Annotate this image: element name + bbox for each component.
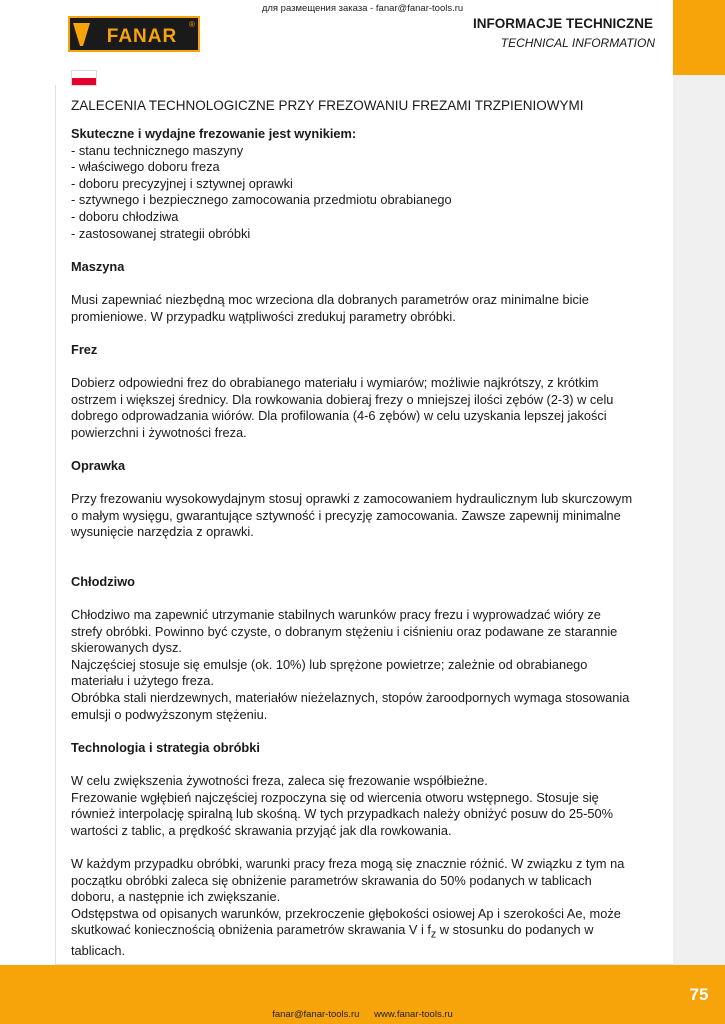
- technologia-text: W każdym przypadku obróbki, warunki pracy freza mogą się znacznie różnić. W związku z tym na: [71, 855, 625, 871]
- frez-heading: Frez: [71, 341, 98, 357]
- oprawka-text: Przy frezowaniu wysokowydajnym stosuj oprawki z zamocowaniem hydraulicznym lub skurczowym: [71, 491, 633, 507]
- frez-text: Dobierz odpowiedni frez do obrabianego materiału i wymiarów; możliwie najkrótszy, z krótkim: [71, 374, 599, 390]
- subscript-z: z: [430, 928, 437, 941]
- intro-item: - stanu technicznego maszyny: [71, 142, 244, 158]
- footer-contacts: [0, 1009, 725, 1020]
- intro-item: - doboru precyzyjnej i sztywnej oprawki: [71, 175, 293, 191]
- technologia-text: doboru, a następnie ich zwiększanie.: [71, 889, 281, 905]
- chlodziwo-text: materiału i użytego freza.: [71, 673, 214, 689]
- technologia-text: również interpolację spiralną lub skośną. W tych przypadkach należy obniżyć posuw do 25-50%: [71, 806, 614, 822]
- chlodziwo-heading: Chłodziwo: [71, 573, 135, 589]
- logo-wordmark: FANAR: [106, 26, 178, 47]
- oprawka-heading: Oprawka: [71, 457, 126, 473]
- intro-heading: Skuteczne i wydajne frezowanie jest wynikiem:: [71, 126, 357, 141]
- footer-email-link[interactable]: fanar@fanar-tools.ru: [272, 1009, 360, 1020]
- maszyna-heading: Maszyna: [71, 258, 125, 274]
- technologia-heading: Technologia i strategia obróbki: [71, 739, 260, 755]
- maszyna-text: Musi zapewniać niezbędną moc wrzeciona dla dobranych parametrów oraz minimalne bicie: [71, 291, 589, 307]
- text-segment: w stosunku do podanych w: [436, 922, 594, 938]
- chlodziwo-text: skierowanych dysz.: [71, 640, 182, 656]
- right-margin-strip: [673, 0, 725, 1024]
- technologia-text: Frezowanie wgłębień najczęściej rozpoczyna się od wiercenia otworu wstępnego. Stosuje się: [71, 789, 599, 805]
- document-body: [71, 126, 661, 960]
- intro-item: - sztywnego i bezpiecznego zamocowania przedmiotu obrabianego: [71, 192, 452, 208]
- oprawka-text: wysunięcie narzędzia z oprawki.: [71, 524, 254, 540]
- footer-website-link[interactable]: www.fanar-tools.ru: [374, 1009, 453, 1020]
- text-segment: skutkować koniecznością obniżenia parametrów skrawania V i f: [71, 922, 431, 938]
- chlodziwo-text: emulsji o podwyższonym stężeniu.: [71, 706, 268, 722]
- order-contact-note: для размещения заказа - fanar@fanar-tools.ru: [261, 3, 464, 14]
- maszyna-text: promieniowe. W przypadku wątpliwości zredukuj parametry obróbki.: [71, 308, 456, 324]
- intro-item: - doboru chłodziwa: [71, 208, 179, 224]
- frez-text: powierzchni i żywotności freza.: [71, 424, 247, 440]
- chlodziwo-text: strefy obróbki. Powinno być czyste, o dobranym stężeniu i ciśnieniu oraz podawane ze starannie: [71, 623, 618, 639]
- frez-text: ostrzem i większej średnicy. Dla rowkowania dobieraj frezy o mniejszej ilości zębów (2-3) w celu: [71, 391, 614, 407]
- technologia-text: Odstępstwa od opisanych warunków, przekroczenie głębokości osiowej Ap i szerokości Ae, może: [71, 905, 621, 921]
- chlodziwo-text: Obróbka stali nierdzewnych, materiałów nieżelaznych, stopów żaroodpornych wymaga stosowania: [71, 690, 630, 705]
- header-subtitle: TECHNICAL INFORMATION: [500, 36, 655, 50]
- chlodziwo-text: Najczęściej stosuje się emulsje (ok. 10%) lub sprężone powietrze; zależnie od obrabianego: [71, 656, 588, 672]
- technologia-text: W celu zwiększenia żywotności freza, zaleca się frezowanie współbieżne.: [71, 772, 488, 788]
- intro-item: - właściwego doboru freza: [71, 159, 220, 175]
- page-number: 75: [689, 984, 709, 1004]
- technologia-text: wartości z tablic, a prędkość skrawania przyjąć jak dla rowkowania.: [71, 822, 452, 838]
- frez-text: dobrego odprowadzania wiórów. Dla profilowania (4-6 zębów) w celu uzyskania lepszej jakości: [71, 408, 607, 424]
- bottom-divider: [55, 964, 673, 965]
- technologia-text: tablicach.: [71, 943, 126, 959]
- chlodziwo-text: Chłodziwo ma zapewnić utrzymanie stabilnych warunków pracy frezu i wyprowadzać wióry ze: [71, 607, 601, 623]
- oprawka-text: o małym wysięgu, gwarantujące sztywność i precyzję zamocowania. Zawsze zapewnij minimalne: [71, 507, 621, 523]
- left-divider: [55, 85, 56, 965]
- technologia-text-with-subscript: [71, 922, 661, 943]
- logo-registered-mark: ®: [189, 20, 195, 29]
- poland-flag-icon: [71, 70, 97, 86]
- header-title: INFORMACJE TECHNICZNE: [472, 16, 653, 31]
- technologia-text: początku obróbki zaleca się obniżenie parametrów skrawania do 50% podanych w tablicach: [71, 872, 592, 888]
- section-title: ZALECENIA TECHNOLOGICZNE PRZY FREZOWANIU FREZAMI TRZPIENIOWYMI: [71, 98, 584, 113]
- fanar-logo: [68, 16, 200, 52]
- intro-item: - zastosowanej strategii obróbki: [71, 225, 251, 241]
